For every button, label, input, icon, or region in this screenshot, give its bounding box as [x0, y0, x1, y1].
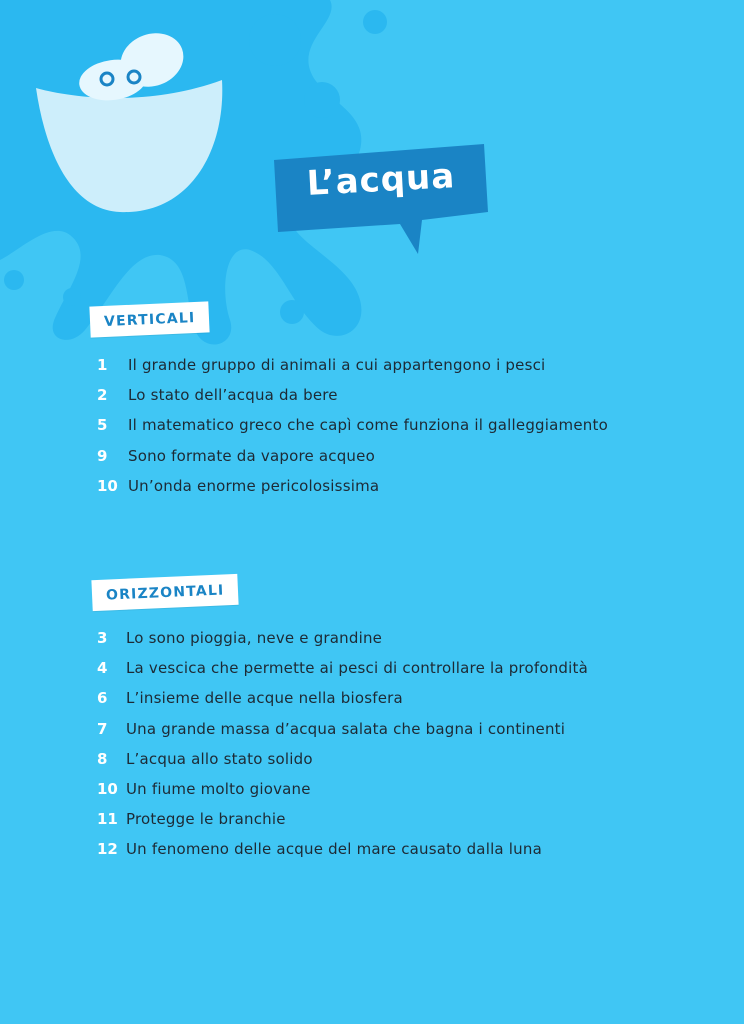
- section-label-orizzontali: ORIZZONTALI: [91, 574, 239, 611]
- clue-number: 6: [97, 689, 108, 708]
- verticali-clue-list: [97, 356, 608, 507]
- clue-text: Una grande massa d’acqua salata che bagna i continenti: [126, 719, 566, 738]
- list-item: [97, 447, 608, 477]
- clue-number: 7: [97, 719, 108, 738]
- clue-number: 3: [97, 629, 108, 647]
- list-item: [97, 659, 588, 689]
- clue-number: 8: [97, 749, 108, 768]
- list-item: [97, 810, 588, 840]
- clue-number: 4: [97, 659, 108, 678]
- list-item: [97, 720, 588, 750]
- list-item: [97, 840, 588, 870]
- clue-text: L’insieme delle acque nella biosfera: [126, 689, 403, 708]
- orizzontali-clue-list: [97, 629, 588, 871]
- clue-number: 10: [97, 779, 118, 798]
- clue-number: 10: [97, 476, 118, 495]
- list-item: [97, 750, 588, 780]
- list-item: [97, 689, 588, 719]
- list-item: [97, 416, 608, 446]
- clue-text: Sono formate da vapore acqueo: [128, 446, 375, 465]
- clue-text: Il grande gruppo di animali a cui appartengono i pesci: [128, 356, 546, 374]
- list-item: [97, 386, 608, 416]
- clue-number: 2: [97, 386, 108, 405]
- list-item: [97, 629, 588, 659]
- list-item: [97, 477, 608, 507]
- clue-text: Un fiume molto giovane: [126, 779, 311, 798]
- list-item: [97, 780, 588, 810]
- list-item: [97, 356, 608, 386]
- clue-number: 9: [97, 446, 108, 465]
- clue-number: 5: [97, 416, 108, 435]
- clue-text: Un’onda enorme pericolosissima: [128, 476, 380, 495]
- clue-number: 12: [97, 840, 118, 859]
- clue-text: La vescica che permette ai pesci di controllare la profondità: [126, 659, 588, 678]
- clue-text: L’acqua allo stato solido: [126, 749, 313, 768]
- clue-text: Lo sono pioggia, neve e grandine: [126, 629, 383, 647]
- clue-text: Protegge le branchie: [126, 810, 286, 829]
- page-title: L’acqua: [305, 156, 457, 204]
- clue-text: Lo stato dell’acqua da bere: [128, 386, 338, 405]
- clue-number: 1: [97, 356, 108, 374]
- clue-text: Il matematico greco che capì come funziona il galleggiamento: [128, 416, 608, 435]
- clue-number: 11: [97, 810, 118, 829]
- section-label-verticali: VERTICALI: [89, 301, 210, 337]
- clue-text: Un fenomeno delle acque del mare causato dalla luna: [126, 840, 542, 859]
